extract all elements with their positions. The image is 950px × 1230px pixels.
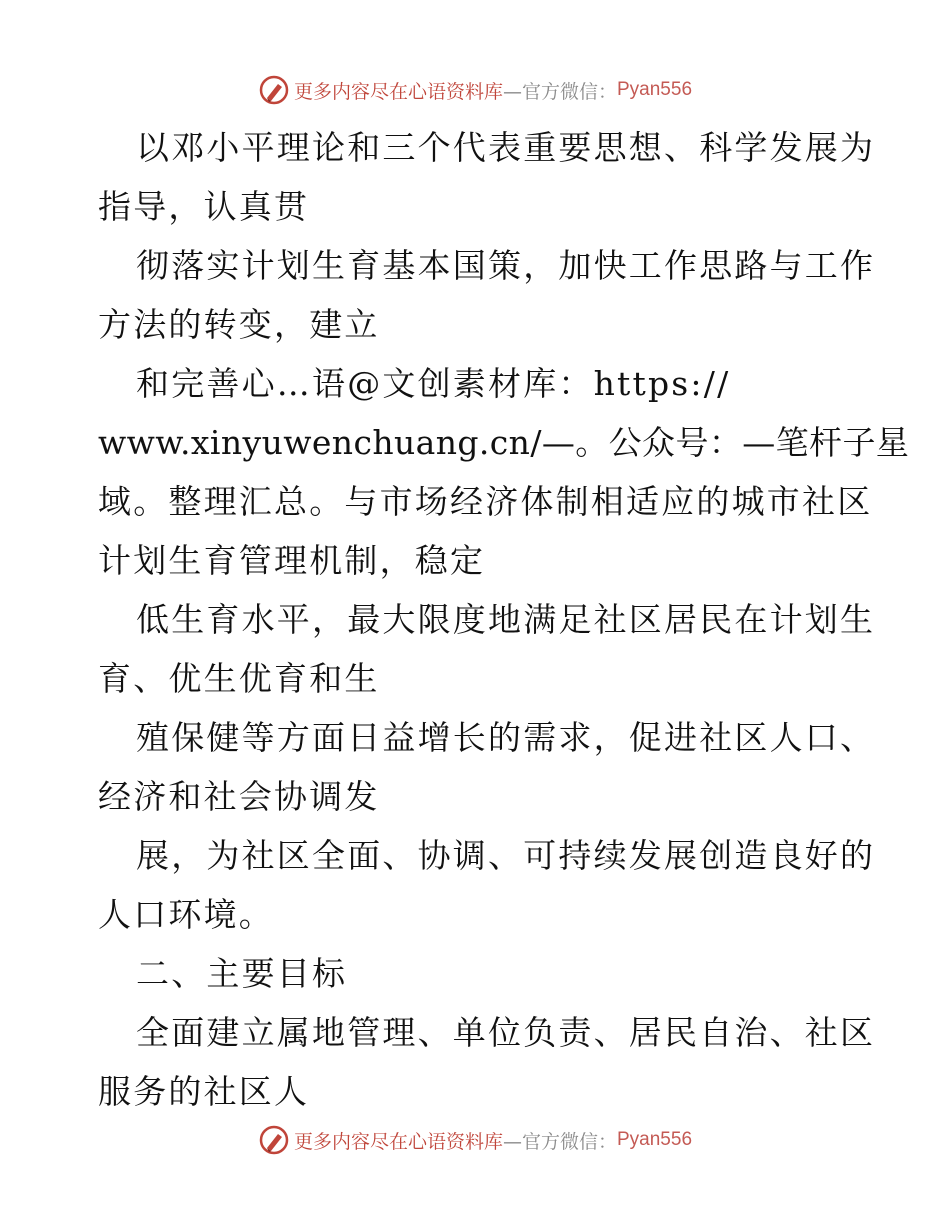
text-line: 服务的社区人 [98,1072,310,1111]
banner-subtitle: —官方微信： [502,1130,617,1153]
document-body [98,118,910,1121]
banner-subtitle: —官方微信： [502,80,617,103]
section-heading: 二、主要目标 [136,954,348,993]
text-line: 以邓小平理论和三个代表重要思想、科学发展为 [136,128,876,167]
text-line: 低生育水平，最大限度地满足社区居民在计划生 [136,600,876,639]
banner-wechat-id: Pyan556 [617,79,693,100]
banner-wechat-id: Pyan556 [617,1129,693,1150]
text-line: 彻落实计划生育基本国策，加快工作思路与工作 [136,246,876,285]
text-line: 全面建立属地管理、单位负责、居民自治、社区 [136,1013,876,1052]
text-line: 展，为社区全面、协调、可持续发展创造良好的 [136,836,876,875]
pen-logo-icon [258,1124,290,1156]
text-line: 域。整理汇总。与市场经济体制相适应的城市社区 [98,482,873,521]
banner-title: 更多内容尽在心语资料库 [293,1130,503,1153]
footer-banner [0,1122,950,1158]
text-line: 方法的转变，建立 [98,305,380,344]
text-line: www.xinyuwenchuang.cn/—。公众号：—笔杆子星 [98,423,910,462]
text-line: 人口环境。 [98,895,274,934]
text-line: 育、优生优育和生 [98,659,380,698]
text-line: 和完善心…语@文创素材库：https:// [136,364,731,403]
text-line: 计划生育管理机制，稳定 [98,541,486,580]
header-banner [0,72,950,108]
text-line: 经济和社会协调发 [98,777,380,816]
text-line: 殖保健等方面日益增长的需求，促进社区人口、 [136,718,876,757]
pen-logo-icon [258,74,290,106]
text-line: 指导，认真贯 [98,187,310,226]
banner-title: 更多内容尽在心语资料库 [293,80,503,103]
